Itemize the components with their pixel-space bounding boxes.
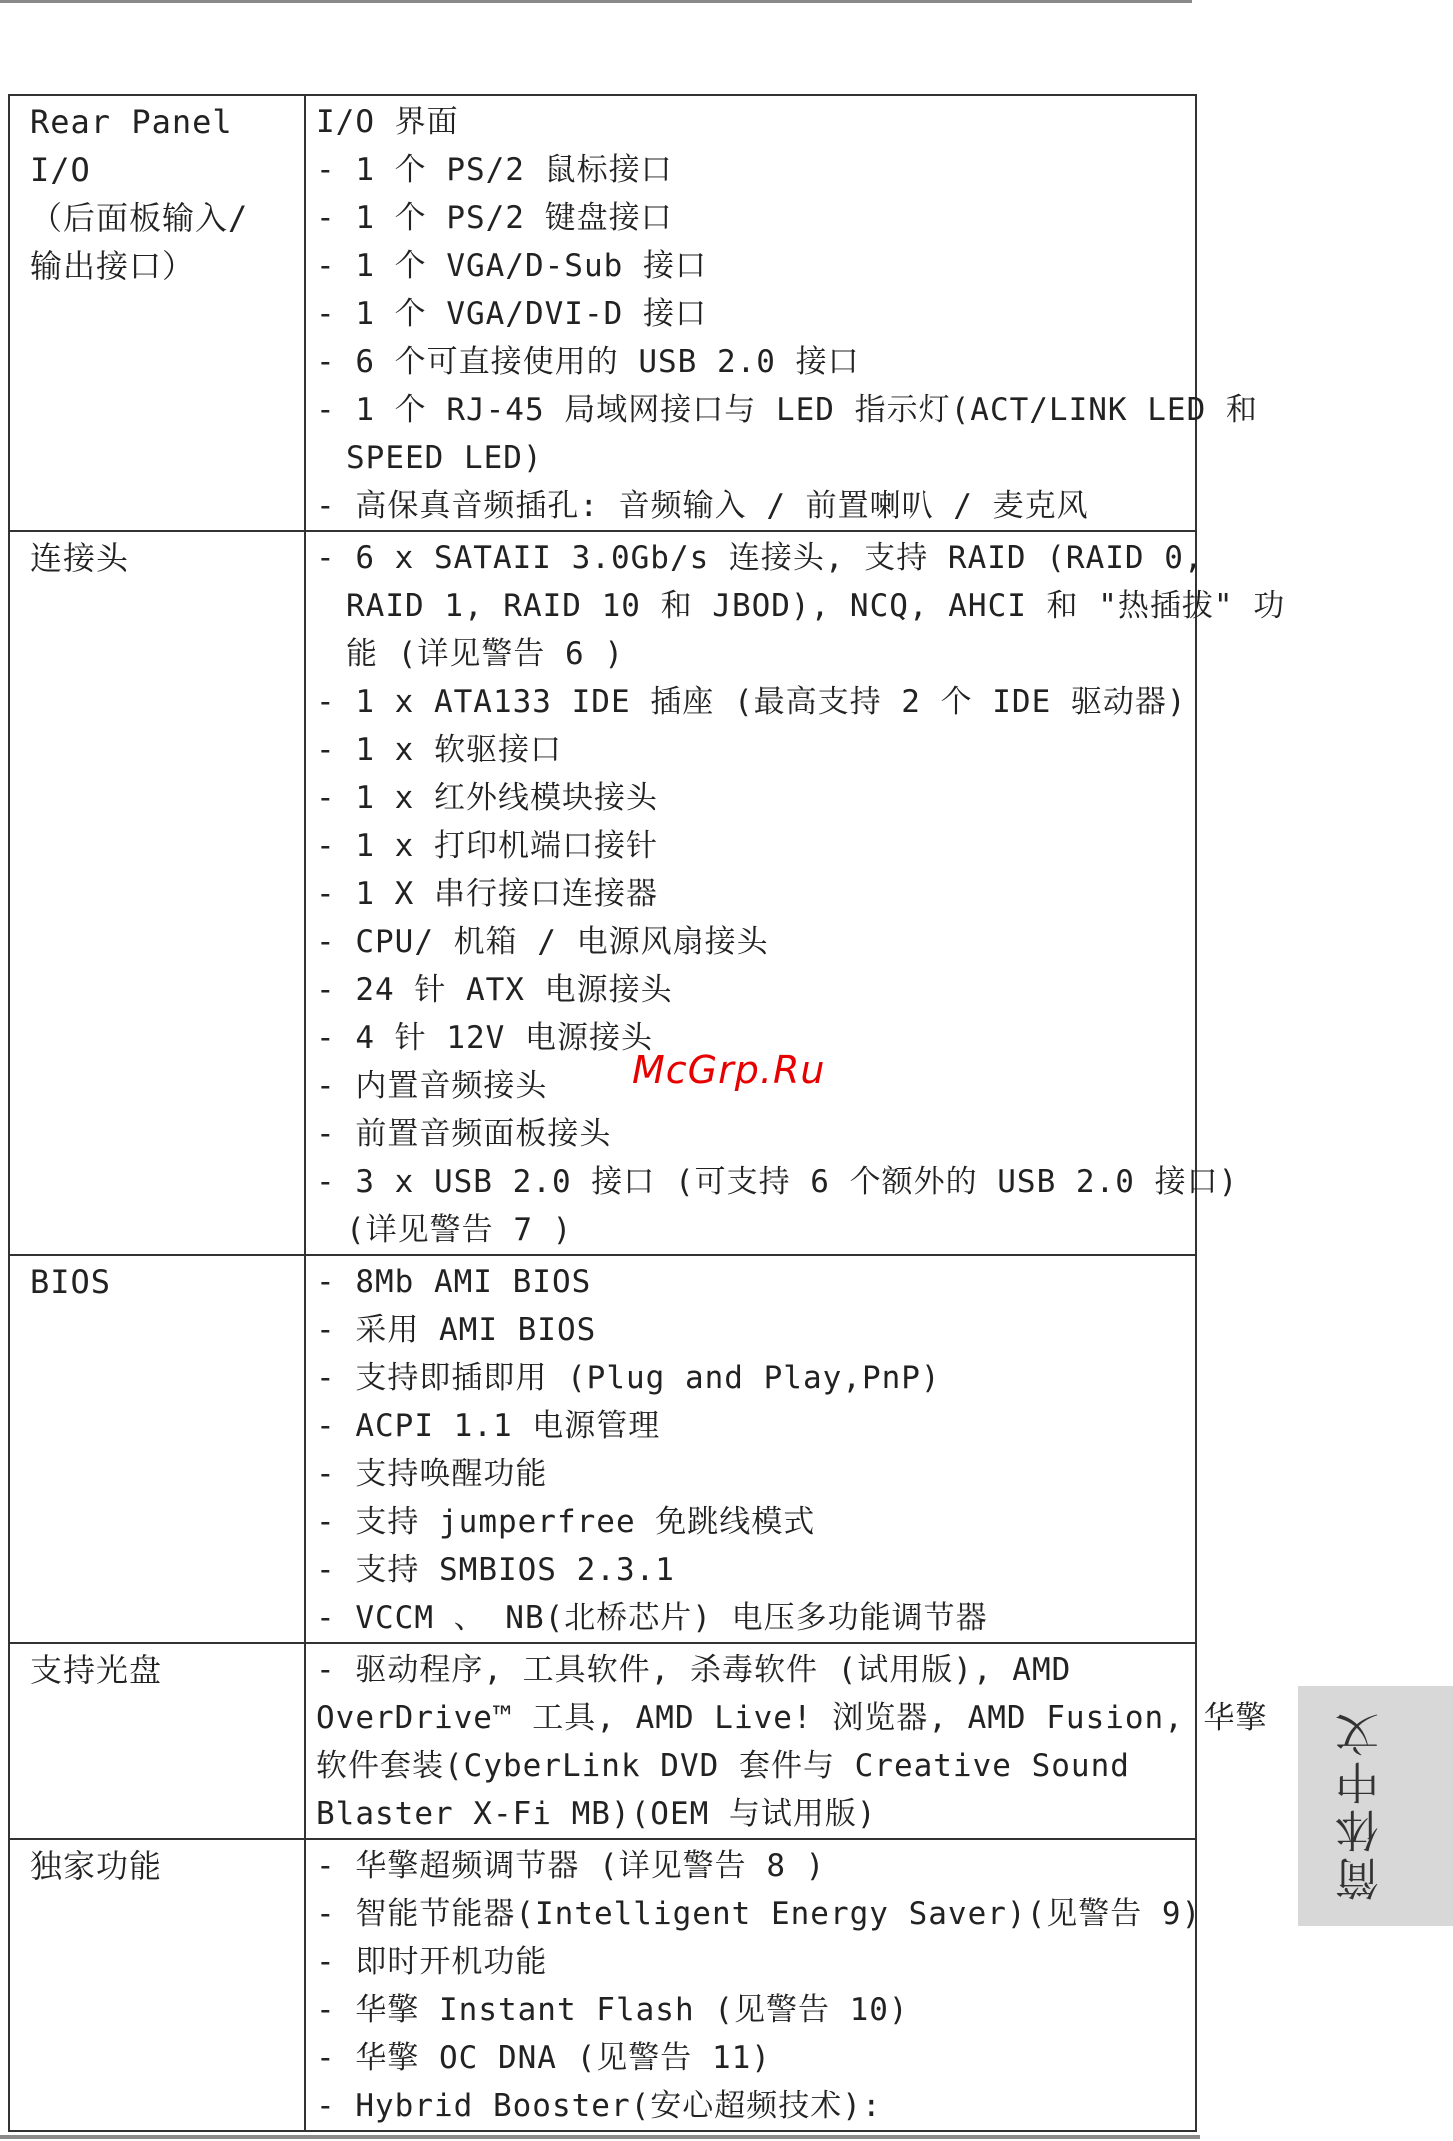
spec-item: - 1 个 PS/2 鼠标接口	[316, 152, 673, 188]
spec-item: I/O 界面	[316, 104, 459, 140]
spec-item: 软件套装(CyberLink DVD 套件与 Creative Sound	[316, 1748, 1130, 1784]
label-line: 独家功能	[30, 1847, 163, 1885]
spec-item: - 8Mb AMI BIOS	[316, 1264, 592, 1300]
spec-item: - 4 针 12V 电源接头	[316, 1020, 653, 1056]
spec-item: - 支持 jumperfree 免跳线模式	[316, 1504, 816, 1540]
spec-row-label	[9, 95, 305, 531]
spec-row	[9, 1255, 1196, 1643]
spec-item: - 1 x 打印机端口接针	[316, 828, 658, 864]
spec-item: - 1 个 VGA/D-Sub 接口	[316, 248, 707, 284]
language-tab-label: 简体中文	[1336, 1709, 1387, 1901]
spec-row-label	[9, 1839, 305, 2131]
spec-item: - 华擎 OC DNA (见警告 11)	[316, 2040, 771, 2076]
spec-item: - 高保真音频插孔: 音频输入 / 前置喇叭 / 麦克风	[316, 488, 1089, 524]
spec-item: - 驱动程序, 工具软件, 杀毒软件 (试用版), AMD	[316, 1652, 1072, 1688]
spec-row-label	[9, 1255, 305, 1643]
spec-item: SPEED LED)	[346, 440, 543, 476]
spec-item: - VCCM 、 NB(北桥芯片) 电压多功能调节器	[316, 1600, 988, 1636]
spec-item: - 智能节能器(Intelligent Energy Saver)(见警告 9)	[316, 1896, 1202, 1932]
spec-row-items	[305, 95, 1258, 531]
spec-item: - CPU/ 机箱 / 电源风扇接头	[316, 924, 769, 960]
spec-item: - 1 个 PS/2 键盘接口	[316, 200, 673, 236]
spec-item: - 1 X 串行接口连接器	[316, 876, 658, 912]
spec-item: - 支持唤醒功能	[316, 1456, 548, 1492]
spec-item: - 即时开机功能	[316, 1944, 548, 1980]
label-line: BIOS	[30, 1263, 112, 1301]
spec-row-items	[305, 1839, 1202, 2131]
spec-item: - 前置音频面板接头	[316, 1116, 612, 1152]
spec-item: - 华擎 Instant Flash (见警告 10)	[316, 1992, 909, 2028]
spec-item: RAID 1, RAID 10 和 JBOD), NCQ, AHCI 和 "热插拔" 功	[346, 588, 1286, 624]
spec-item: - 1 x 软驱接口	[316, 732, 562, 768]
watermark-text: McGrp.Ru	[632, 1048, 826, 1092]
spec-item: - 1 个 VGA/DVI-D 接口	[316, 296, 707, 332]
spec-row	[9, 1643, 1196, 1839]
label-line: （后面板输入/	[30, 199, 249, 237]
label-line: 支持光盘	[30, 1651, 163, 1689]
label-line: 连接头	[30, 539, 130, 577]
spec-item: - 华擎超频调节器 (详见警告 8 )	[316, 1848, 826, 1884]
spec-item: - 24 针 ATX 电源接头	[316, 972, 673, 1008]
spec-item: - 支持 SMBIOS 2.3.1	[316, 1552, 675, 1588]
spec-row-items	[305, 531, 1286, 1255]
spec-table	[8, 94, 1286, 2132]
spec-item: - 1 x ATA133 IDE 插座 (最高支持 2 个 IDE 驱动器)	[316, 684, 1187, 720]
spec-item: - 支持即插即用 (Plug and Play,PnP)	[316, 1360, 941, 1396]
spec-item: - 6 x SATAII 3.0Gb/s 连接头, 支持 RAID (RAID 0,	[316, 540, 1204, 576]
spec-item: - 1 x 红外线模块接头	[316, 780, 658, 816]
spec-row	[9, 95, 1196, 531]
spec-item: - ACPI 1.1 电源管理	[316, 1408, 661, 1444]
spec-row-label	[9, 531, 305, 1255]
label-line: Rear Panel	[30, 103, 233, 141]
label-line: I/O	[30, 151, 91, 189]
spec-item: (详见警告 7 )	[346, 1212, 573, 1248]
spec-row-items	[305, 1643, 1268, 1839]
bottom-rule	[0, 2135, 1200, 2139]
spec-item: - Hybrid Booster(安心超频技术):	[316, 2088, 882, 2124]
spec-item: - 1 个 RJ-45 局域网接口与 LED 指示灯(ACT/LINK LED 和	[316, 392, 1258, 428]
top-rule	[0, 0, 1192, 3]
spec-item: - 6 个可直接使用的 USB 2.0 接口	[316, 344, 860, 380]
spec-row-items	[305, 1255, 1196, 1643]
spec-row-label	[9, 1643, 305, 1839]
label-line: 输出接口）	[30, 247, 196, 285]
spec-row	[9, 1839, 1196, 2131]
spec-item: - 内置音频接头	[316, 1068, 548, 1104]
spec-item: Blaster X-Fi MB)(OEM 与试用版)	[316, 1796, 877, 1832]
spec-row	[9, 531, 1196, 1255]
spec-item: 能 (详见警告 6 )	[346, 636, 624, 672]
spec-item: OverDrive™ 工具, AMD Live! 浏览器, AMD Fusion, 华擎	[316, 1700, 1268, 1736]
spec-item: - 3 x USB 2.0 接口 (可支持 6 个额外的 USB 2.0 接口)	[316, 1164, 1239, 1200]
spec-item: - 采用 AMI BIOS	[316, 1312, 597, 1348]
